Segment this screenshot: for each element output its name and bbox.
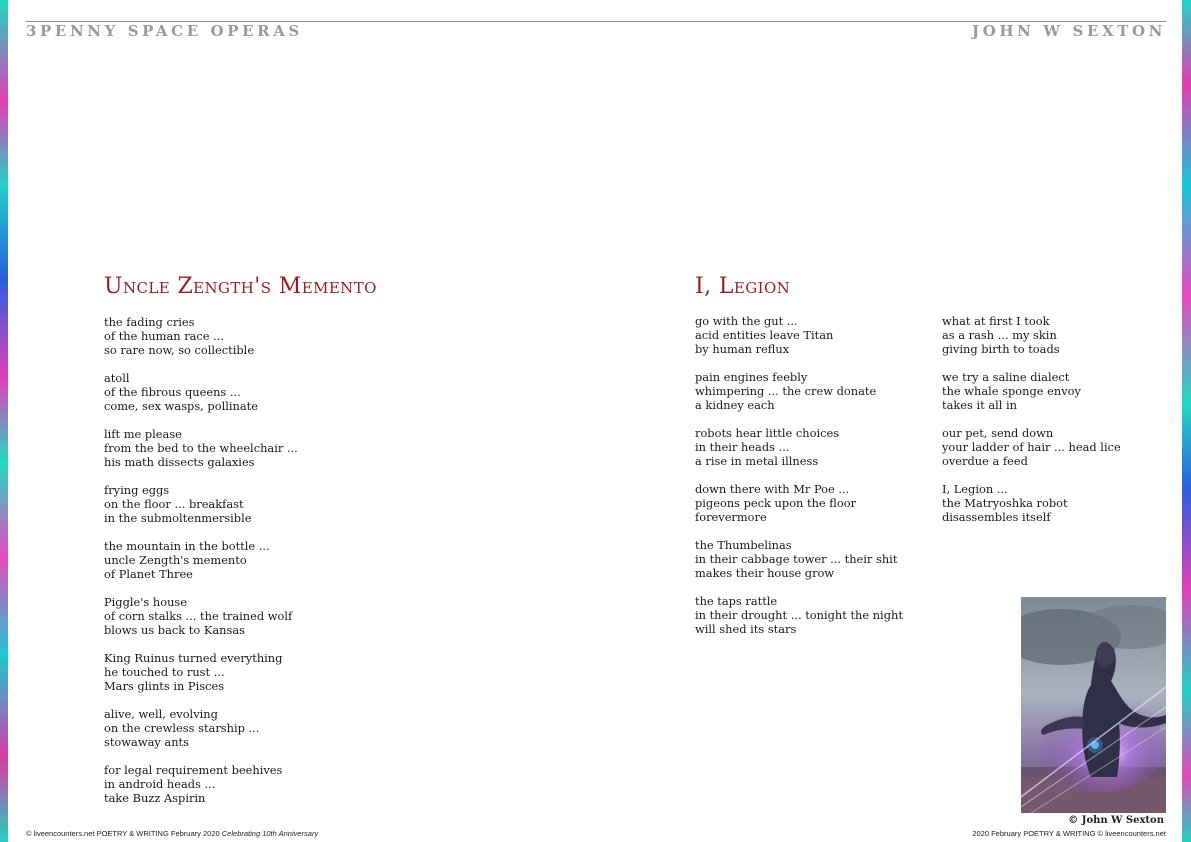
author-name: JOHN W SEXTON — [972, 22, 1166, 40]
poem-line: will shed its stars — [695, 622, 797, 636]
stanza — [942, 482, 1121, 524]
stanza — [104, 371, 298, 413]
footer-right: 2020 February POETRY & WRITING © liveencounters.net — [972, 829, 1166, 838]
stanza — [104, 539, 298, 581]
poem-line: forevermore — [695, 510, 767, 524]
poem-line: of the fibrous queens ... — [104, 385, 241, 399]
poem-line: the fading cries — [104, 315, 195, 329]
poem-line: frying eggs — [104, 483, 170, 497]
stanza — [104, 315, 298, 357]
stanza — [942, 426, 1121, 468]
poem-line: he touched to rust ... — [104, 665, 225, 679]
poem-line: down there with Mr Poe ... — [695, 482, 850, 496]
poem-line: pain engines feebly — [695, 370, 808, 384]
poem-line: so rare now, so collectible — [104, 343, 255, 357]
poem-line: lift me please — [104, 427, 182, 441]
poem-line: in their cabbage tower ... their shit — [695, 552, 898, 566]
poem-line: pigeons peck upon the floor — [695, 496, 857, 510]
poem-line: takes it all in — [942, 398, 1017, 412]
poem-line: in their drought ... tonight the night — [695, 608, 903, 622]
poem-line: your ladder of hair ... head lice — [942, 440, 1121, 454]
poem-line: atoll — [104, 371, 130, 385]
poem-title-uncle-zength: Uncle Zength's Memento — [104, 274, 377, 299]
poem-line: the mountain in the bottle ... — [104, 539, 270, 553]
stanza — [104, 651, 298, 693]
poem-line: uncle Zength's memento — [104, 553, 247, 567]
poem-line: a rise in metal illness — [695, 454, 819, 468]
poem-line: of the human race ... — [104, 329, 225, 343]
footer-anniversary: Celebrating 10th Anniversary — [221, 829, 319, 838]
stanza — [695, 370, 903, 412]
poem-line: from the bed to the wheelchair ... — [104, 441, 298, 455]
poem-line: giving birth to toads — [942, 342, 1060, 356]
stanza — [695, 482, 903, 524]
stanza — [104, 763, 298, 805]
poem-line: the Matryoshka robot — [942, 496, 1068, 510]
poem-line: go with the gut ... — [695, 314, 798, 328]
poem-line: of corn stalks ... the trained wolf — [104, 609, 293, 623]
poem-line: what at first I took — [942, 314, 1050, 328]
poem-line: stowaway ants — [104, 735, 189, 749]
left-decorative-border — [0, 0, 8, 842]
poem-line: a kidney each — [695, 398, 775, 412]
poem-line: come, sex wasps, pollinate — [104, 399, 258, 413]
stanza — [695, 594, 903, 636]
poem-line: the Thumbelinas — [695, 538, 792, 552]
poem-line: whimpering ... the crew donate — [695, 384, 877, 398]
poem-line: Mars glints in Pisces — [104, 679, 225, 693]
poem-line: as a rash ... my skin — [942, 328, 1057, 342]
poem-line: makes their house grow — [695, 566, 835, 580]
image-credit: © John W Sexton — [1068, 815, 1164, 826]
poem-line: on the floor ... breakfast — [104, 497, 244, 511]
stanza — [104, 427, 298, 469]
stanza — [104, 595, 298, 637]
poem-line: the taps rattle — [695, 594, 778, 608]
poem-line: by human reflux — [695, 342, 790, 356]
poem-line: for legal requirement beehives — [104, 763, 283, 777]
poem-line: of Planet Three — [104, 567, 193, 581]
stanza — [942, 370, 1121, 412]
poem-line: disassembles itself — [942, 510, 1051, 524]
stanza — [942, 314, 1121, 356]
robot-artwork-image — [1021, 597, 1166, 813]
stanza — [695, 538, 903, 580]
poem-line: in their heads ... — [695, 440, 790, 454]
stanza — [104, 483, 298, 525]
poem-line: I, Legion ... — [942, 482, 1008, 496]
stanza — [695, 314, 903, 356]
poem-i-legion-column-2 — [942, 314, 1121, 538]
footer-left — [26, 829, 318, 838]
poem-line: we try a saline dialect — [942, 370, 1070, 384]
poem-line: overdue a feed — [942, 454, 1028, 468]
poem-uncle-zength — [104, 315, 298, 819]
poem-line: in android heads ... — [104, 777, 216, 791]
poem-line: blows us back to Kansas — [104, 623, 245, 637]
footer-left-text: © liveencounters.net POETRY & WRITING February 2020 — [26, 829, 220, 838]
poem-title-i-legion: I, Legion — [695, 274, 791, 299]
stanza — [104, 707, 298, 749]
poem-line: on the crewless starship ... — [104, 721, 260, 735]
poem-i-legion-column-1 — [695, 314, 903, 650]
series-title: 3PENNY SPACE OPERAS — [26, 22, 303, 40]
poem-line: take Buzz Aspirin — [104, 791, 206, 805]
right-decorative-border — [1182, 0, 1191, 842]
poem-line: acid entities leave Titan — [695, 328, 834, 342]
poem-line: robots hear little choices — [695, 426, 840, 440]
poem-line: in the submoltenmersible — [104, 511, 252, 525]
poem-line: his math dissects galaxies — [104, 455, 255, 469]
poem-line: the whale sponge envoy — [942, 384, 1081, 398]
stanza — [695, 426, 903, 468]
poem-line: alive, well, evolving — [104, 707, 218, 721]
poem-line: King Ruinus turned everything — [104, 651, 283, 665]
poem-line: Piggle's house — [104, 595, 187, 609]
poem-line: our pet, send down — [942, 426, 1054, 440]
